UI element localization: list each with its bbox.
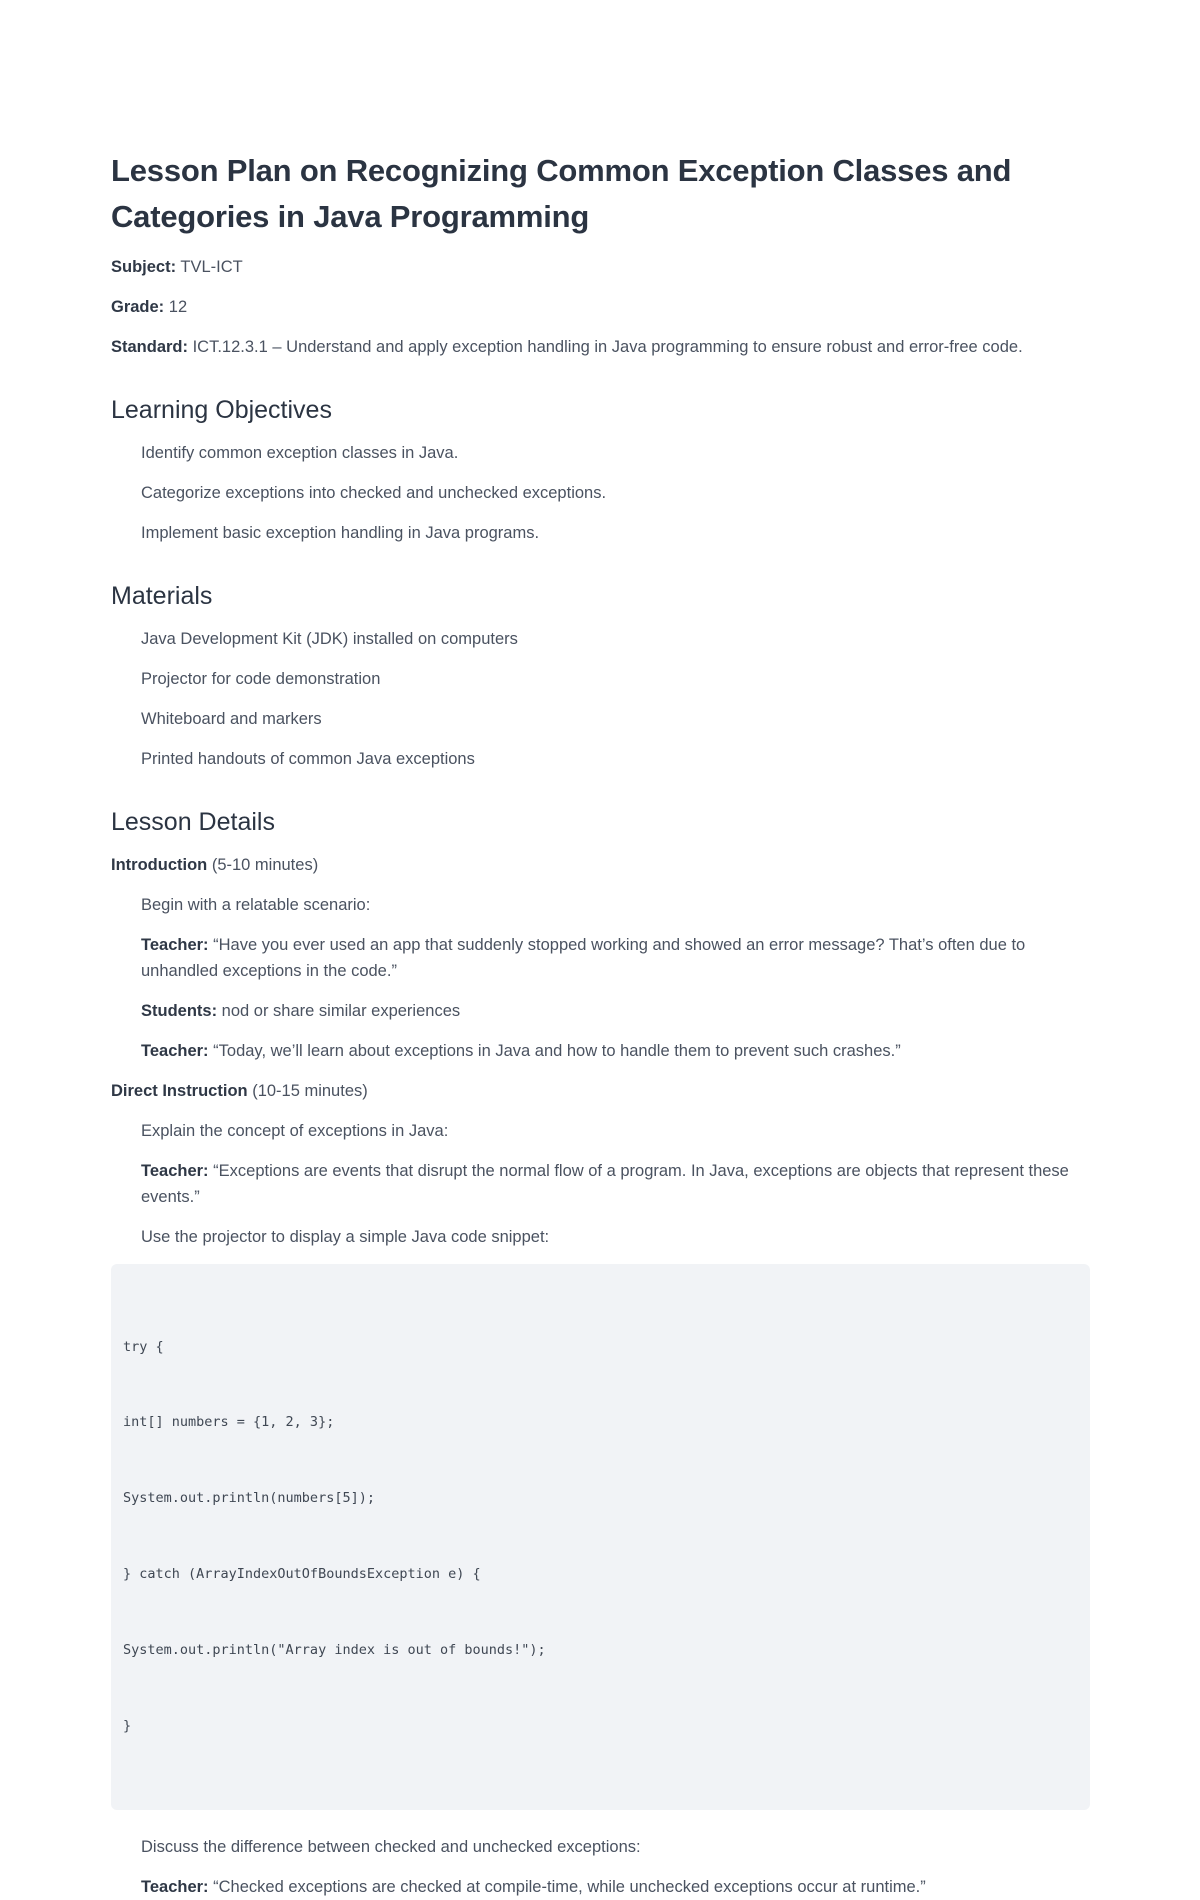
code-line: int[] numbers = {1, 2, 3}; [123, 1414, 335, 1431]
objective-item: Categorize exceptions into checked and unchecked exceptions. [141, 484, 607, 502]
speaker-text: “Today, we’ll learn about exceptions in Java and how to handle them to prevent such crashes.” [208, 1042, 901, 1060]
direct-teacher-line-2 [141, 1874, 1090, 1900]
intro-scenario: Begin with a relatable scenario: [141, 896, 371, 914]
direct-instruction-duration: (10-15 minutes) [247, 1082, 368, 1100]
materials-heading: Materials [111, 582, 213, 610]
objective-item: Identify common exception classes in Java. [141, 444, 459, 462]
page-title: Lesson Plan on Recognizing Common Exception Classes and Categories in Java Programming [111, 153, 1012, 234]
grade-line [111, 294, 1090, 320]
objectives-heading: Learning Objectives [111, 396, 332, 424]
code-line: System.out.println("Array index is out of bounds!"); [123, 1642, 546, 1659]
material-item: Java Development Kit (JDK) installed on computers [141, 630, 518, 648]
direct-discuss: Discuss the difference between checked and unchecked exceptions: [141, 1837, 641, 1856]
code-line: System.out.println(numbers[5]); [123, 1490, 375, 1507]
direct-explain: Explain the concept of exceptions in Java: [141, 1122, 449, 1140]
speaker-label: Teacher: [141, 936, 209, 954]
code-line: try { [123, 1338, 164, 1355]
speaker-text: “Have you ever used an app that suddenly stopped working and showed an error message? That’s often due to unhandled exceptions in the code.” [141, 936, 1026, 980]
code-line: } catch (ArrayIndexOutOfBoundsException e) { [123, 1566, 481, 1583]
standard-label: Standard: [111, 338, 189, 356]
intro-teacher-line-2 [141, 1038, 1090, 1064]
speaker-text: nod or share similar experiences [217, 1002, 461, 1020]
lesson-details-heading: Lesson Details [111, 808, 275, 836]
subject-label: Subject: [111, 258, 177, 276]
code-block [111, 1264, 1090, 1810]
code-line: } [123, 1718, 132, 1735]
intro-students-line [141, 998, 1090, 1024]
speaker-text: “Checked exceptions are checked at compile-time, while unchecked exceptions occur at runtime.” [208, 1877, 926, 1896]
speaker-label: Students: [141, 1002, 218, 1020]
direct-projector: Use the projector to display a simple Java code snippet: [141, 1228, 550, 1246]
subject-value: TVL-ICT [176, 258, 243, 276]
material-item: Projector for code demonstration [141, 670, 381, 688]
grade-value: 12 [164, 298, 188, 316]
objective-item: Implement basic exception handling in Java programs. [141, 524, 540, 542]
speaker-label: Teacher: [141, 1877, 209, 1896]
subject-line [111, 254, 1090, 280]
standard-line [111, 334, 1090, 360]
introduction-duration: (5-10 minutes) [207, 856, 319, 874]
speaker-label: Teacher: [141, 1162, 209, 1180]
direct-instruction-label: Direct Instruction [111, 1082, 248, 1100]
intro-teacher-line-1 [141, 932, 1090, 984]
speaker-text: “Exceptions are events that disrupt the normal flow of a program. In Java, exceptions are objects that represent these events.” [141, 1162, 1069, 1206]
speaker-label: Teacher: [141, 1042, 209, 1060]
grade-label: Grade: [111, 298, 165, 316]
introduction-label: Introduction [111, 856, 208, 874]
standard-value: ICT.12.3.1 – Understand and apply exception handling in Java programming to ensure robust and error-free code. [188, 338, 1023, 356]
direct-teacher-line-1 [141, 1158, 1090, 1210]
direct-instruction-header [111, 1078, 1090, 1104]
material-item: Whiteboard and markers [141, 710, 322, 728]
introduction-header [111, 852, 1090, 878]
material-item: Printed handouts of common Java exceptions [141, 750, 475, 768]
